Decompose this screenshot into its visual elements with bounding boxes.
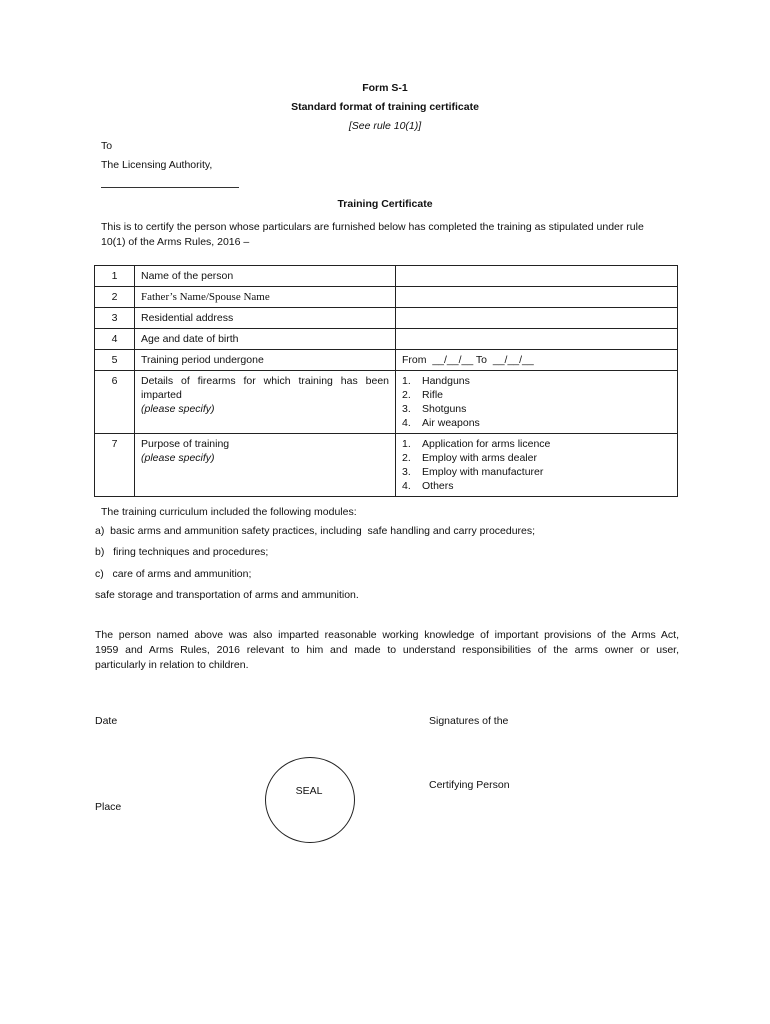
address-value-cell[interactable]: [396, 308, 678, 329]
knowledge-line-2: 1959 and Arms Rules, 2016 relevant to him and made to understand responsibilities of the arms owner or user,: [95, 644, 679, 656]
curriculum-item-c: c) care of arms and ammunition;: [95, 568, 252, 580]
seal-label: SEAL: [295, 785, 323, 797]
knowledge-line-1: The person named above was also imparted reasonable working knowledge of important provisions of the Arms Act,: [95, 629, 679, 641]
list-item[interactable]: [402, 479, 671, 493]
table-row: [95, 350, 678, 371]
option-text: Shotguns: [422, 403, 467, 415]
purpose-options-list: [402, 437, 671, 493]
rule-reference: [See rule 10(1)]: [348, 120, 422, 132]
age-value-cell[interactable]: [396, 329, 678, 350]
table-row: [95, 371, 678, 434]
option-text: Handguns: [422, 375, 470, 387]
table-row: [95, 308, 678, 329]
row-number: 1: [95, 266, 135, 287]
row-number: 6: [95, 371, 135, 434]
table-row: [95, 434, 678, 497]
option-text: Application for arms licence: [422, 438, 551, 450]
firearms-options-list: [402, 374, 671, 430]
firearms-options-cell: [396, 371, 678, 434]
row-number: 5: [95, 350, 135, 371]
option-text: Employ with manufacturer: [422, 466, 544, 478]
licensing-authority: The Licensing Authority,: [101, 159, 213, 171]
row-number: 2: [95, 287, 135, 308]
row-label: Purpose of training: [141, 438, 230, 450]
certificate-heading: Training Certificate: [337, 198, 433, 210]
table-row: [95, 287, 678, 308]
certifying-person-label: Certifying Person: [429, 779, 510, 791]
authority-blank-line: [101, 187, 239, 188]
table-row: [95, 329, 678, 350]
curriculum-item-b: b) firing techniques and procedures;: [95, 546, 269, 558]
row-label: Details of firearms for which training has been imparted: [141, 375, 389, 401]
option-number: 2.: [402, 389, 411, 401]
form-title: Standard format of training certificate: [291, 101, 479, 113]
row-label: Name of the person: [135, 266, 396, 287]
row-note: (please specify): [141, 403, 215, 415]
row-note: (please specify): [141, 452, 215, 464]
list-item[interactable]: [402, 437, 671, 451]
name-value-cell[interactable]: [396, 266, 678, 287]
option-text: Others: [422, 480, 454, 492]
row-label: Father’s Name/Spouse Name: [135, 287, 396, 308]
list-item[interactable]: [402, 402, 671, 416]
seal-circle: [265, 757, 355, 843]
option-number: 1.: [402, 375, 411, 387]
intro-line-1: This is to certify the person whose particulars are furnished below has completed the training as stipulated under rule: [101, 221, 644, 233]
knowledge-paragraph: [95, 628, 679, 673]
intro-line-2: 10(1) of the Arms Rules, 2016 –: [101, 236, 250, 248]
to-label: To: [101, 140, 113, 152]
option-number: 4.: [402, 480, 411, 492]
option-text: Employ with arms dealer: [422, 452, 537, 464]
row-number: 4: [95, 329, 135, 350]
option-text: Rifle: [422, 389, 444, 401]
row-label: Age and date of birth: [135, 329, 396, 350]
row-label-cell: [135, 434, 396, 497]
list-item[interactable]: [402, 388, 671, 402]
list-item[interactable]: [402, 465, 671, 479]
row-number: 7: [95, 434, 135, 497]
option-text: Air weapons: [422, 417, 480, 429]
curriculum-item-a: a) basic arms and ammunition safety practices, including safe handling and carry procedures;: [95, 525, 536, 537]
list-item[interactable]: [402, 416, 671, 430]
purpose-options-cell: [396, 434, 678, 497]
option-number: 1.: [402, 438, 411, 450]
curriculum-item-d: safe storage and transportation of arms and ammunition.: [95, 589, 359, 601]
place-label: Place: [95, 801, 122, 813]
table-row: [95, 266, 678, 287]
option-number: 2.: [402, 452, 411, 464]
list-item[interactable]: [402, 451, 671, 465]
form-number: Form S-1: [362, 82, 408, 94]
row-label-cell: [135, 371, 396, 434]
curriculum-intro: The training curriculum included the following modules:: [101, 506, 357, 518]
training-period-value[interactable]: From __/__/__ To __/__/__: [396, 350, 678, 371]
particulars-table: [94, 265, 678, 497]
row-label: Training period undergone: [135, 350, 396, 371]
row-number: 3: [95, 308, 135, 329]
list-item[interactable]: [402, 374, 671, 388]
father-name-value-cell[interactable]: [396, 287, 678, 308]
date-label: Date: [95, 715, 118, 727]
option-number: 4.: [402, 417, 411, 429]
knowledge-line-3: particularly in relation to children.: [95, 659, 249, 671]
row-label: Residential address: [135, 308, 396, 329]
option-number: 3.: [402, 403, 411, 415]
option-number: 3.: [402, 466, 411, 478]
signatures-label: Signatures of the: [429, 715, 509, 727]
